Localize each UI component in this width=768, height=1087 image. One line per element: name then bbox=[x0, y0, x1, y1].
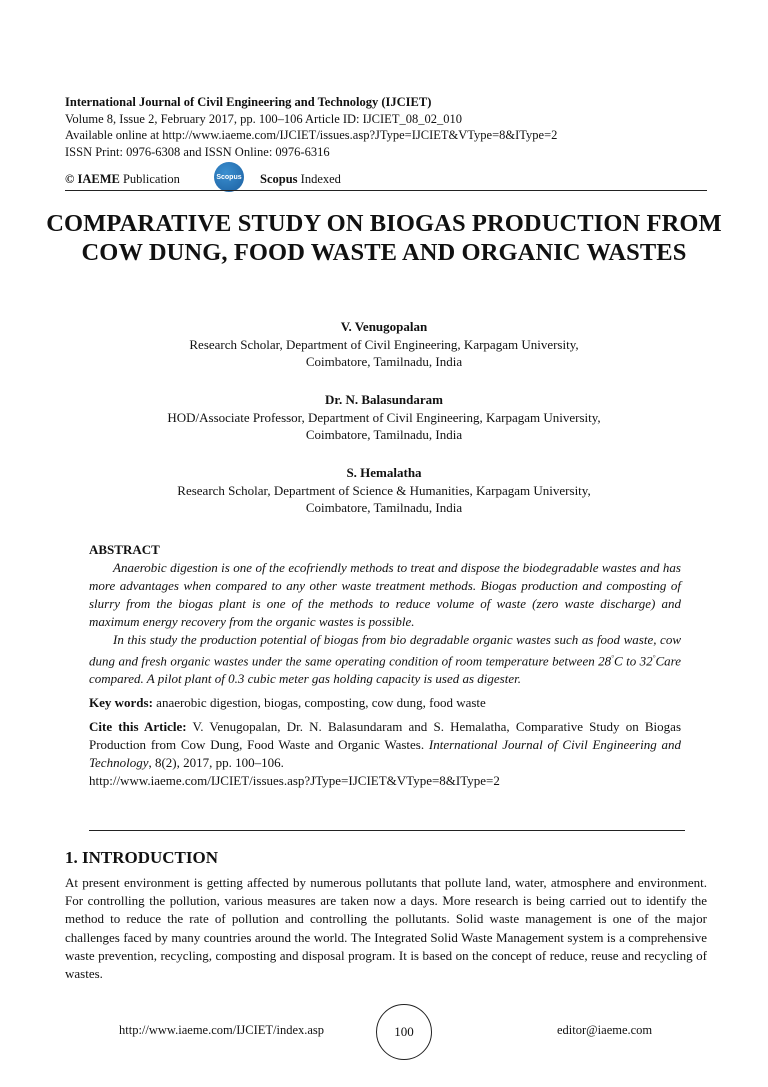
citation-tail: , 8(2), 2017, pp. 100–106. bbox=[148, 755, 284, 771]
scopus-badge-text: Scopus bbox=[216, 173, 242, 181]
scopus-logo-icon bbox=[214, 162, 244, 192]
author-block bbox=[60, 464, 708, 517]
citation bbox=[89, 718, 681, 790]
abstract-text: C to 32 bbox=[613, 653, 653, 669]
publisher-prefix: © IAEME bbox=[65, 172, 120, 186]
author-block bbox=[60, 391, 708, 444]
publisher-label bbox=[65, 172, 180, 187]
keywords bbox=[89, 694, 681, 712]
author-location: Coimbatore, Tamilnadu, India bbox=[305, 500, 463, 515]
available-online-line: Available online at http://www.iaeme.com/IJCIET/issues.asp?JType=IJCIET&VType=8&IType=2 bbox=[65, 128, 558, 142]
citation-text: V. Venugopalan, Dr. N. Balasundaram and S. Hemalatha, Comparative Study on Biogas Production from Cow Dung, Food Waste and Organic Wastes. bbox=[89, 719, 681, 753]
keywords-label: Key words: bbox=[89, 695, 153, 711]
abstract-text: Care compared. A pilot plant of 0.3 cubic meter gas holding capacity is used as digester. bbox=[89, 653, 681, 687]
citation-label: Cite this Article: bbox=[89, 719, 187, 735]
publisher-row bbox=[65, 172, 705, 192]
author-affiliation: Research Scholar, Department of Science & Humanities, Karpagam University, bbox=[177, 482, 591, 498]
citation-url[interactable]: http://www.iaeme.com/IJCIET/issues.asp?JType=IJCIET&VType=8&IType=2 bbox=[89, 773, 500, 789]
journal-title: International Journal of Civil Engineering and Technology (IJCIET) bbox=[65, 95, 432, 109]
abstract-text: In this study the production potential of biogas from bio degradable organic wastes such as food waste, cow dung and fresh organic wastes under the same operating condition of room temperature between 28 bbox=[89, 632, 681, 669]
citation-journal: International Journal of Civil Engineering and Technology bbox=[89, 737, 682, 771]
issn-line: ISSN Print: 0976-6308 and ISSN Online: 0976-6316 bbox=[65, 144, 330, 159]
author-name: Dr. N. Balasundaram bbox=[325, 392, 443, 407]
author-name: S. Hemalatha bbox=[346, 465, 422, 480]
abstract-heading: ABSTRACT bbox=[89, 542, 160, 557]
footer-email[interactable]: editor@iaeme.com bbox=[557, 1023, 653, 1037]
scopus-word: Scopus bbox=[260, 172, 298, 186]
page-number: 100 bbox=[376, 1004, 432, 1060]
header-divider bbox=[65, 190, 707, 191]
abstract-paragraph bbox=[89, 631, 681, 688]
volume-line: Volume 8, Issue 2, February 2017, pp. 100–106 Article ID: IJCIET_08_02_010 bbox=[65, 111, 462, 126]
section-body: At present environment is getting affected by numerous pollutants that pollute land, water, atmosphere and environment. For controlling the pollution, various measures are taken now a days. More research is being carried out to identify the method to reduce the rate of pollution and controlling the pollutants. Solid waste management is one of the major challenges faced by many countries around the world. The Integrated Solid Waste Management system is a comprehensive waste prevention, recycling, composting and disposal program. It is based on the concept of reduce, reuse and recycling of wastes. bbox=[65, 875, 707, 982]
abstract-divider bbox=[89, 830, 685, 831]
author-block bbox=[60, 318, 708, 371]
keywords-list: anaerobic digestion, biogas, composting, cow dung, food waste bbox=[152, 695, 486, 711]
footer-url[interactable]: http://www.iaeme.com/IJCIET/index.asp bbox=[119, 1023, 325, 1037]
author-location: Coimbatore, Tamilnadu, India bbox=[305, 427, 463, 442]
author-affiliation: HOD/Associate Professor, Department of Civil Engineering, Karpagam University, bbox=[167, 409, 601, 425]
publisher-suffix: Publication bbox=[119, 172, 180, 186]
degree-mark: ° bbox=[611, 654, 614, 662]
paper-title: COMPARATIVE STUDY ON BIOGAS PRODUCTION FROM COW DUNG, FOOD WASTE AND ORGANIC WASTES bbox=[46, 210, 722, 266]
section-heading: 1. INTRODUCTION bbox=[65, 848, 219, 867]
author-location: Coimbatore, Tamilnadu, India bbox=[305, 354, 463, 369]
scopus-indexed-label bbox=[260, 172, 341, 187]
abstract-section bbox=[89, 541, 681, 790]
indexed-word: Indexed bbox=[297, 172, 341, 186]
author-affiliation: Research Scholar, Department of Civil Engineering, Karpagam University, bbox=[189, 336, 579, 352]
degree-mark: ° bbox=[652, 654, 656, 662]
author-name: V. Venugopalan bbox=[340, 319, 428, 334]
journal-header bbox=[65, 94, 557, 160]
abstract-paragraph: Anaerobic digestion is one of the ecofriendly methods to treat and dispose the biodegradable wastes and has more advantages when compared to any other waste treatment methods. Biogas production and composting of slurry from the biogas plant is one of the methods to reduce volume of waste (zero waste discharge) and maximum energy recovery from the organic wastes is possible. bbox=[89, 560, 681, 629]
page-footer bbox=[0, 1018, 768, 1048]
